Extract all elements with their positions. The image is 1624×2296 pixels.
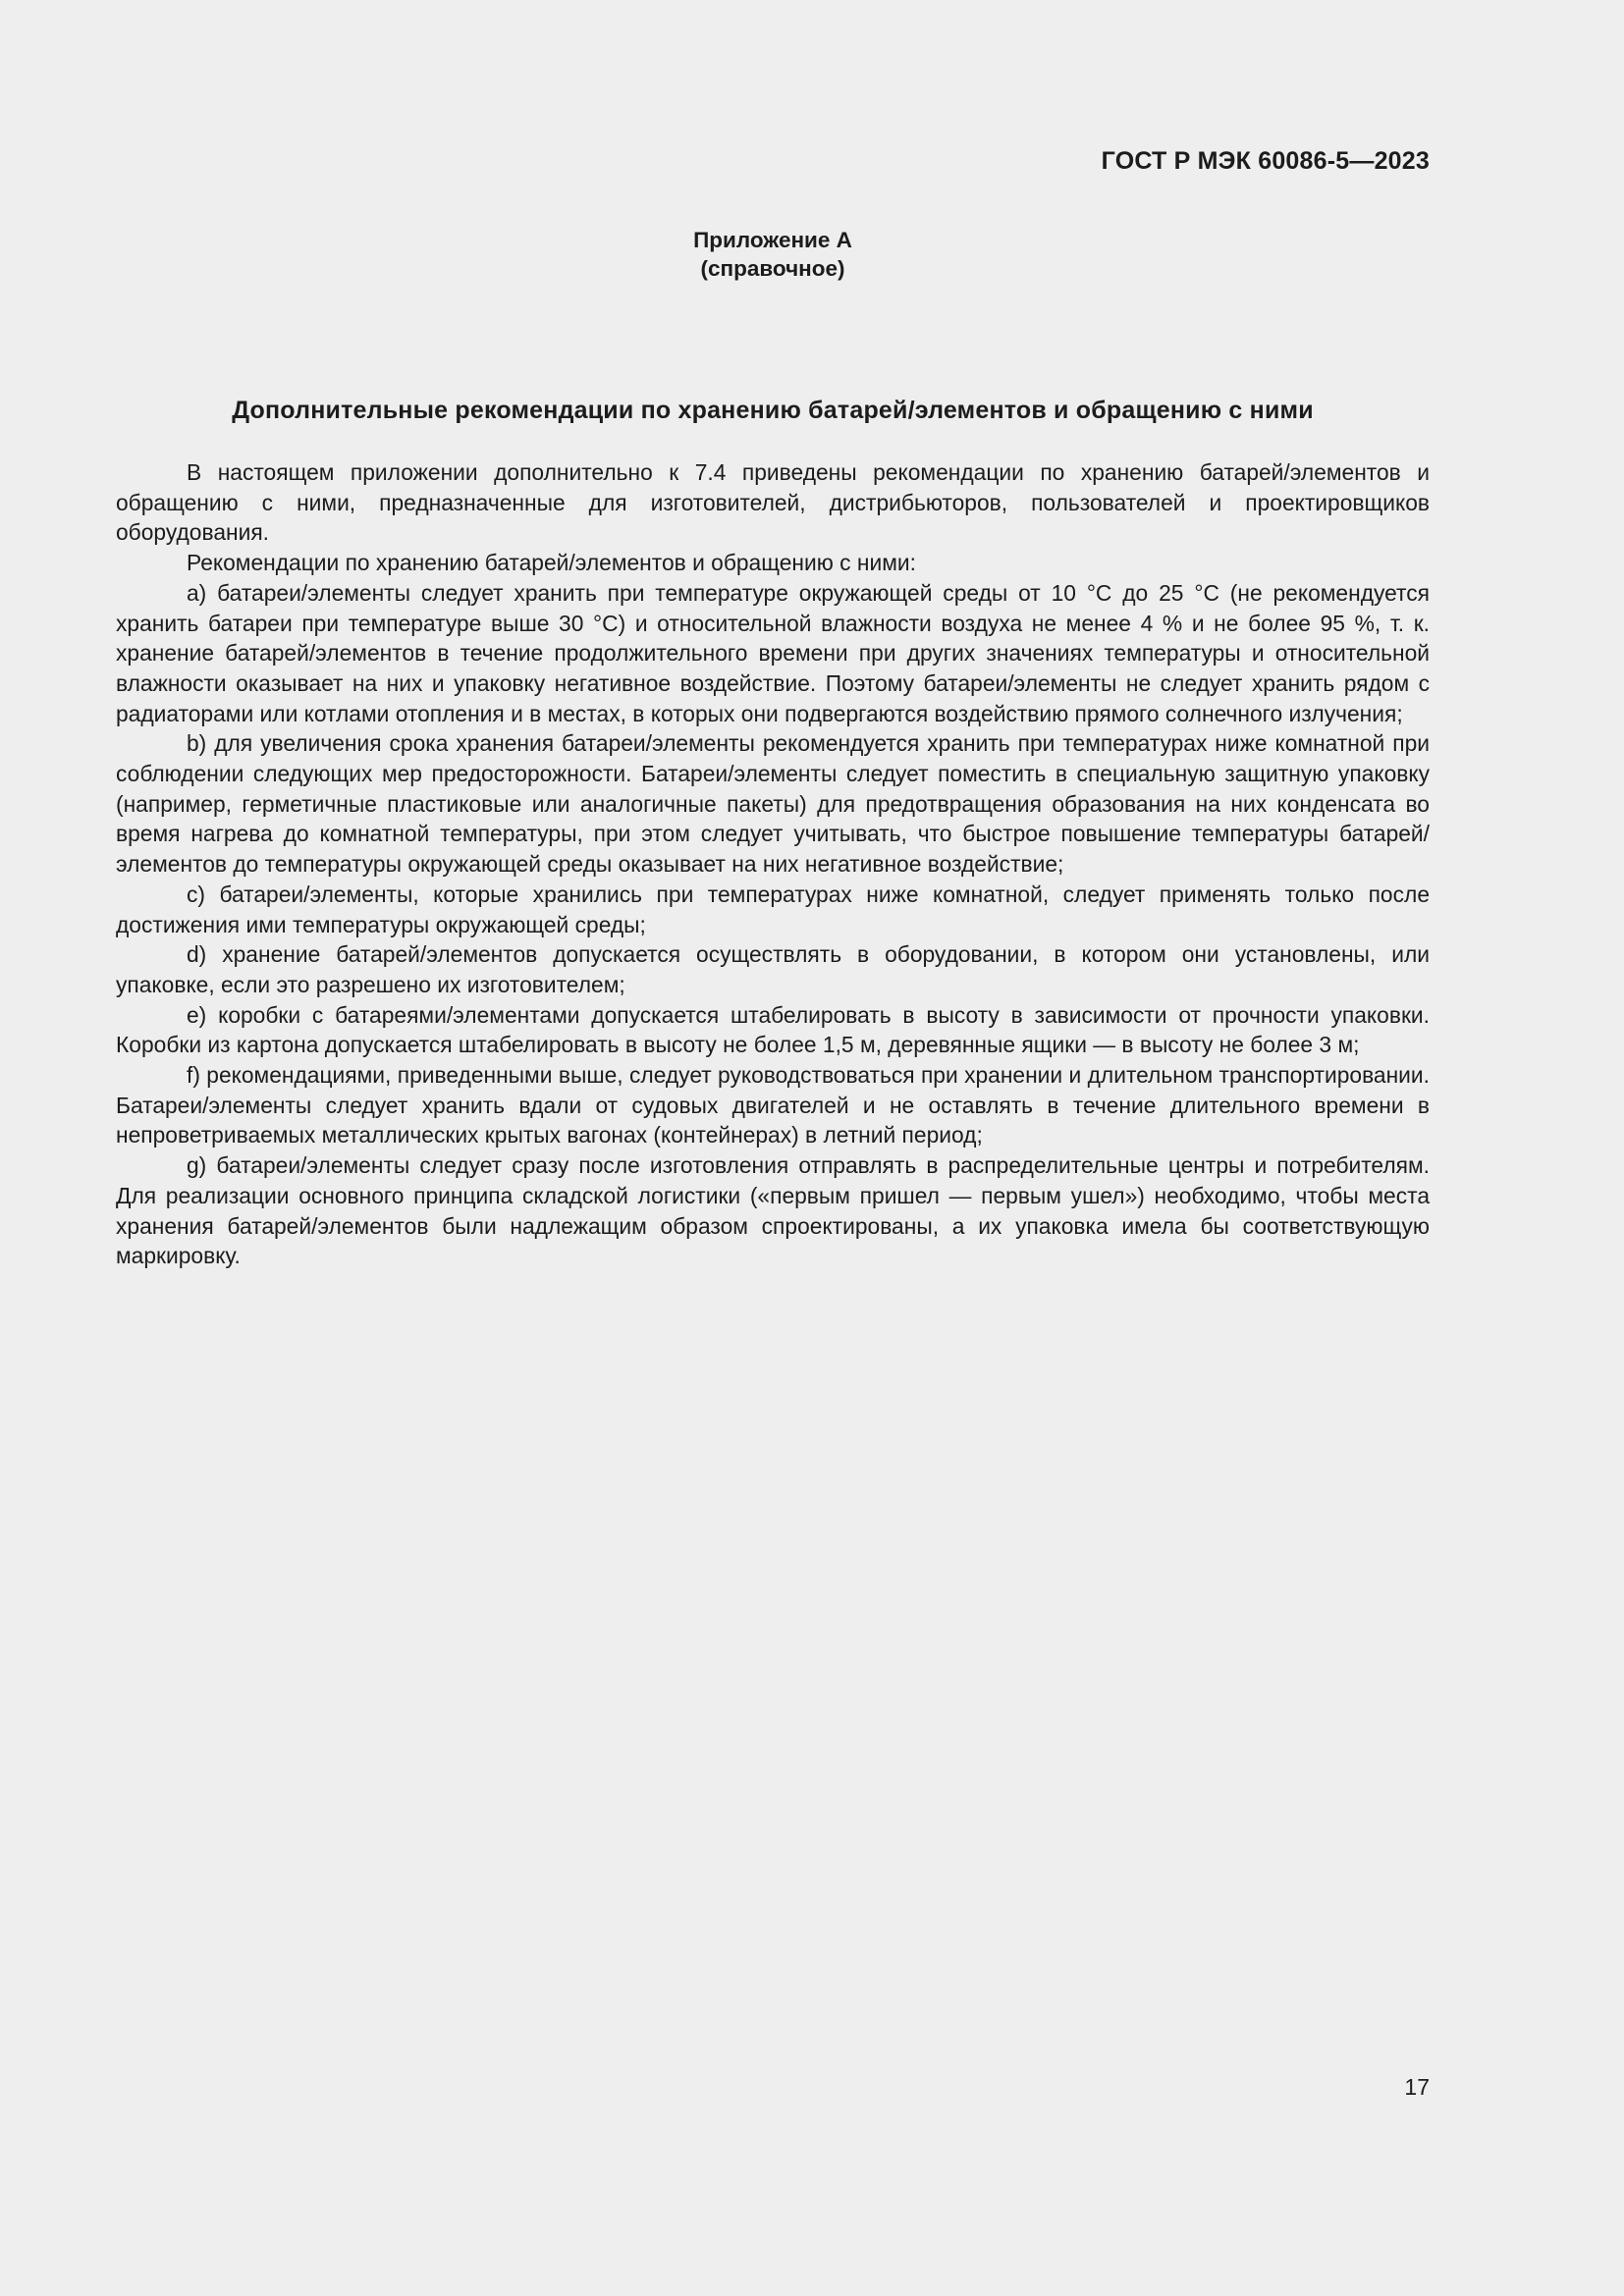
recommendations-lead: Рекомендации по хранению батарей/элементов и обращению с ними:: [187, 550, 916, 576]
appendix-title: Приложение А: [693, 228, 852, 252]
page-number: 17: [1404, 2074, 1430, 2100]
document-code: ГОСТ Р МЭК 60086-5—2023: [1101, 147, 1430, 175]
appendix-subtitle: (справочное): [700, 256, 845, 281]
appendix-heading: [116, 226, 1430, 283]
list-item-c: c) батареи/элементы, которые хранились при температурах ниже комнатной, следует применять только после достижения ими температуры окружающей среды;: [116, 881, 1430, 937]
list-item-a: a) батареи/элементы следует хранить при температуре окружающей среды от 10 °С до 25 °С (не рекомендуется хранить батареи при температуре выше 30 °С) и относительной влажности воздуха не менее 4 % и не более 95 %, т. к. хранение батарей/элементов в течение продолжительного времени при других значениях температуры и относительной влажности оказывает на них и упаковку негативное воздействие. Поэтому батареи/элементы не следует хранить рядом с радиаторами или котлами отопления и в местах, в которых они подвергаются воздействию прямого солнечного излучения;: [116, 579, 1430, 726]
list-item-g: g) батареи/элементы следует сразу после изготовления отправлять в распределительные центры и потребителям. Для реализации основного принципа складской логистики («первым пришел — первым ушел») необходимо, чтобы места хранения батарей/элементов были надлежащим образом спроектированы, а их упаковка имела бы соответствующую маркировку.: [116, 1152, 1430, 1269]
body-text: [116, 457, 1430, 1271]
list-item-e: e) коробки с батареями/элементами допускается штабелировать в высоту в зависимости от прочности упаковки. Коробки из картона допускается штабелировать в высоту не более 1,5 м, деревянные ящики — в высоту не более 3 м;: [116, 1001, 1430, 1058]
section-title: Дополнительные рекомендации по хранению батарей/элементов и обращению с ними: [232, 397, 1314, 424]
document-page: [116, 0, 1430, 2296]
list-item-f: f) рекомендациями, приведенными выше, следует руководствоваться при хранении и длительном транспортировании. Батареи/элементы следует хранить вдали от судовых двигателей и не оставлять в течение длительного времени в непроветриваемых металлических крытых вагонах (контейнерах) в летний период;: [116, 1062, 1430, 1148]
list-item-b: b) для увеличения срока хранения батареи/элементы рекомендуется хранить при температурах ниже комнатной при соблюдении следующих мер предосторожности. Батареи/элементы следует поместить в специальную защитную упаковку (например, герметичные пластиковые или аналогичные пакеты) для предотвращения образования на них конденсата во время нагрева до комнатной температуры, при этом следует учитывать, что быстрое повышение температуры батарей/элементов до температуры окружающей среды оказывает на них негативное воздействие;: [116, 730, 1430, 878]
list-item-d: d) хранение батарей/элементов допускается осуществлять в оборудовании, в котором они установлены, или упаковке, если это разрешено их изготовителем;: [116, 941, 1430, 997]
intro-paragraph: В настоящем приложении дополнительно к 7.4 приведены рекомендации по хранению батарей/элементов и обращению с ними, предназначенные для изготовителей, дистрибьюторов, пользователей и проектировщиков оборудования.: [116, 459, 1430, 546]
